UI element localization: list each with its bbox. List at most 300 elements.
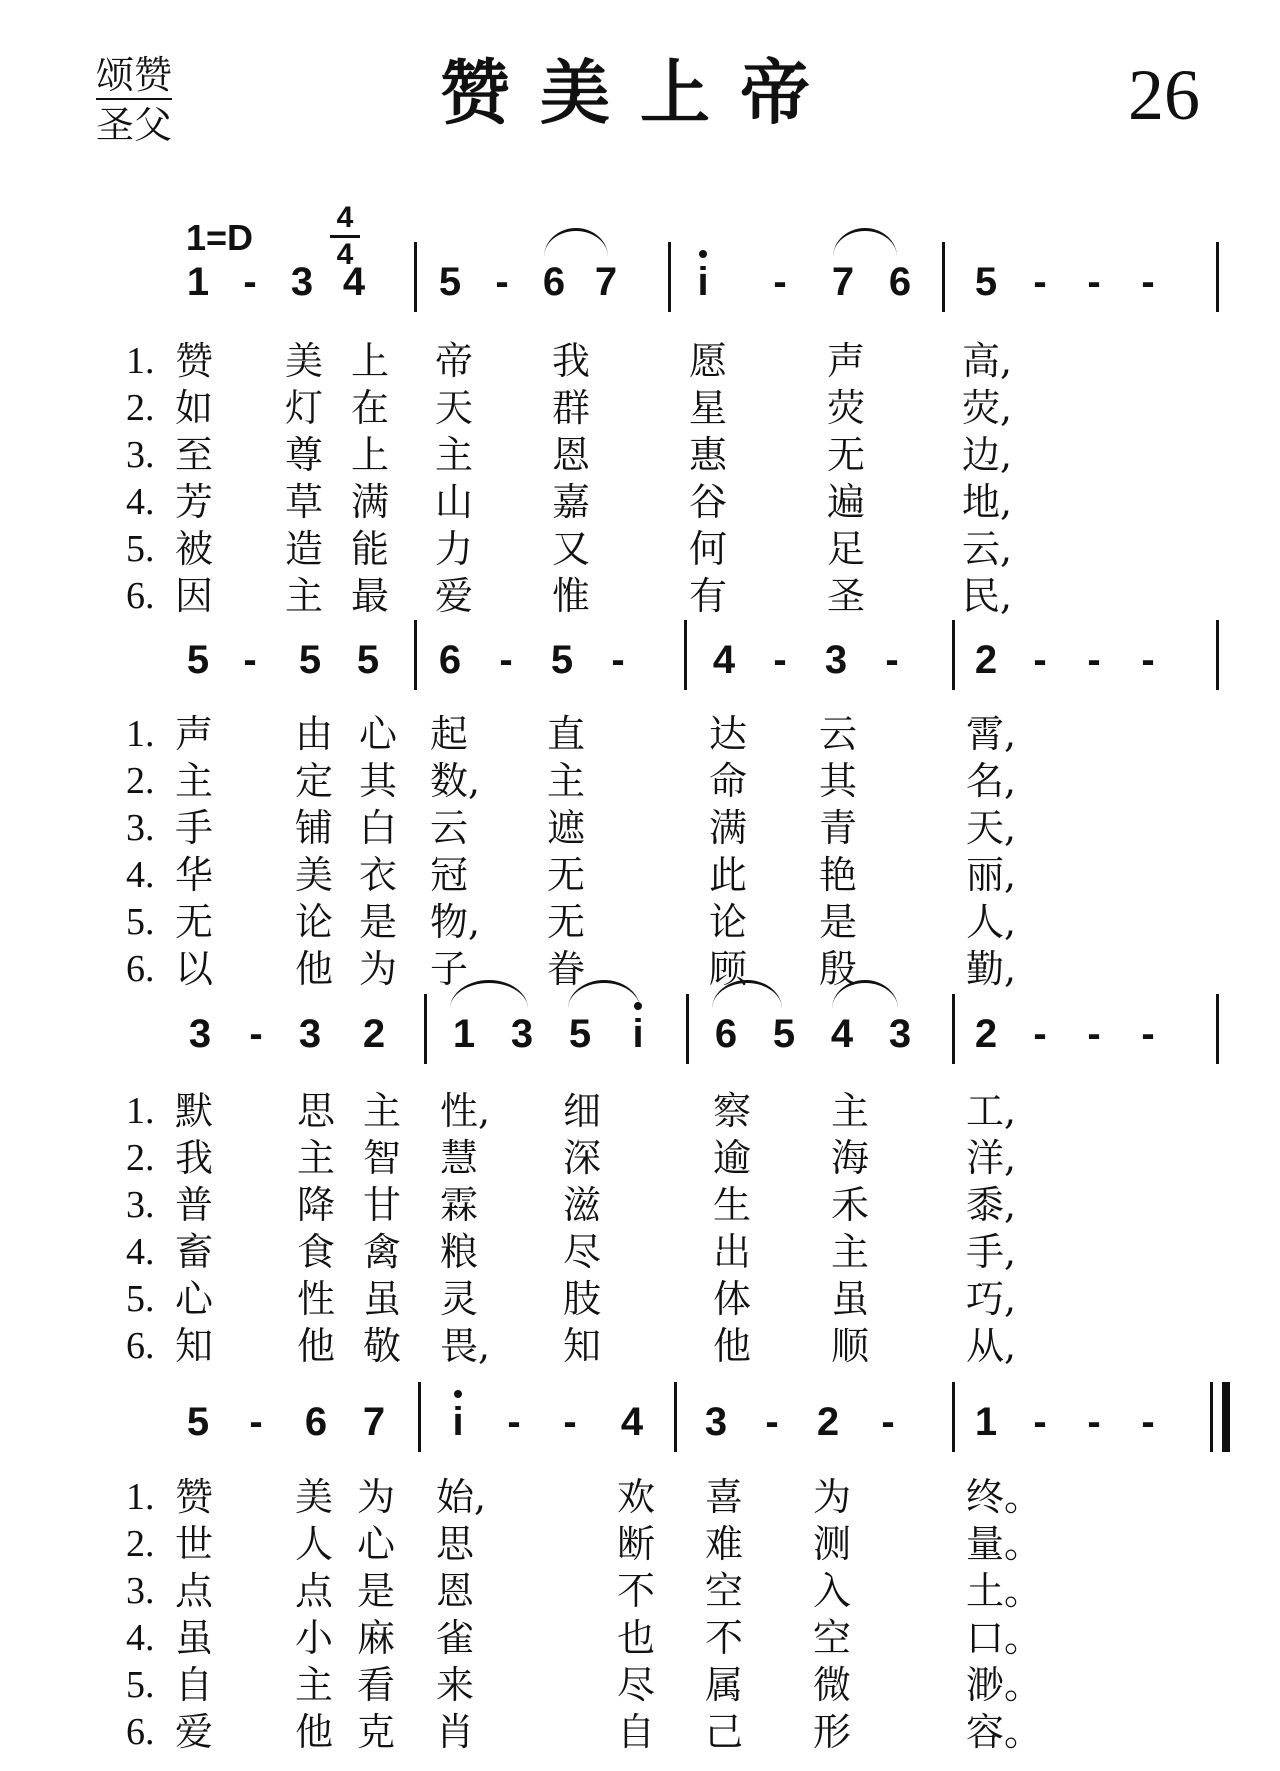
lyric-line [0,385,1280,432]
lyric-char: 主 [830,1230,869,1274]
lyric-char: 以 [174,947,213,991]
high-octave-dot [454,1390,462,1398]
lyric-char: 主 [296,1136,335,1180]
lyric-char: 虽 [830,1277,869,1321]
lyric-char: 是 [358,900,397,944]
note: - [1087,1012,1101,1056]
verse-number: 1. [126,713,155,755]
barline [674,1382,677,1452]
lyric-char: 细 [562,1089,601,1133]
verse-number: 3. [126,434,155,476]
verse-number: 5. [126,1278,155,1320]
note: 5 [772,1012,796,1056]
lyric-char: 畜 [174,1230,213,1274]
lyric-char: 在 [350,386,389,430]
lyric-char: 星 [688,386,727,430]
lyric-char: 为 [358,947,397,991]
lyric-char: 无 [546,900,585,944]
lyric-char: 他 [294,947,333,991]
lyric-char: 赞 [174,339,213,383]
note: 5 [186,1400,210,1444]
note: - [1033,638,1047,682]
lyric-char: 直 [546,712,585,756]
slur [833,228,897,257]
category-label: 颂赞 [96,52,172,100]
note: 5 [438,260,462,304]
note: i [697,260,709,304]
note: 2 [974,1012,998,1056]
lyric-char: 因 [174,574,213,618]
lyric-char: 嘉 [551,480,590,524]
note: 6 [714,1012,738,1056]
note: - [1141,260,1155,304]
lyric-char: 无 [826,433,865,477]
lyric-char: 看 [356,1663,395,1707]
note: 7 [594,260,618,304]
lyric-char: 草 [284,480,323,524]
lyric-char: 人, [966,900,1017,944]
lyric-char: 世 [174,1522,213,1566]
note: 1 [974,1400,998,1444]
lyric-char: 禽 [362,1230,401,1274]
lyric-char: 白 [358,806,397,850]
lyric-char: 主 [174,759,213,803]
lyric-char: 出 [712,1230,751,1274]
note: - [881,1400,895,1444]
lyric-char: 尽 [616,1663,655,1707]
note: 1 [452,1012,476,1056]
barline [952,994,955,1064]
lyric-char: 顺 [830,1324,869,1368]
lyric-char: 肖 [436,1710,475,1754]
lyric-char: 为 [356,1475,395,1519]
note: 5 [550,638,574,682]
lyric-char: 丽, [966,853,1017,897]
lyric-char: 思 [296,1089,335,1133]
lyric-char: 美 [294,1475,333,1519]
lyric-char: 终。 [966,1475,1043,1519]
verse-number: 4. [126,481,155,523]
note: - [1033,1012,1047,1056]
lyric-char: 主 [830,1089,869,1133]
slur [544,228,608,257]
lyric-line [0,1521,1280,1568]
note: 4 [830,1012,854,1056]
note: - [1141,1012,1155,1056]
lyric-char: 不 [616,1569,655,1613]
lyric-char: 如 [174,386,213,430]
lyric-char: 华 [174,853,213,897]
lyric-char: 虽 [362,1277,401,1321]
note: - [507,1400,521,1444]
lyric-char: 起 [430,712,469,756]
verse-number: 6. [126,575,155,617]
lyric-char: 又 [551,527,590,571]
lyric-char: 空 [812,1616,851,1660]
lyric-char: 帝 [434,339,473,383]
lyric-char: 麻 [356,1616,395,1660]
lyric-char: 虽 [174,1616,213,1660]
lyric-line [0,432,1280,479]
lyric-char: 云, [962,527,1013,571]
note: 5 [298,638,322,682]
lyric-char: 也 [616,1616,655,1660]
note: 6 [888,260,912,304]
lyric-char: 量。 [966,1522,1043,1566]
lyric-char: 性, [440,1089,491,1133]
lyric-char: 子 [430,947,469,991]
note: 4 [620,1400,644,1444]
staff-row-2 [0,628,1280,698]
lyric-char: 上 [350,433,389,477]
note: 6 [304,1400,328,1444]
lyric-char: 最 [350,574,389,618]
note: 1 [186,260,210,304]
lyric-char: 其 [818,759,857,803]
lyric-char: 满 [350,480,389,524]
lyric-char: 形 [812,1710,851,1754]
note: i [632,1012,644,1056]
barline [952,1382,955,1452]
verse-number: 1. [126,1090,155,1132]
lyric-line [0,1568,1280,1615]
lyric-char: 己 [704,1710,743,1754]
lyric-char: 土。 [966,1569,1043,1613]
note: - [1033,260,1047,304]
lyric-char: 尊 [284,433,323,477]
lyric-char: 敬 [362,1324,401,1368]
lyric-char: 始, [436,1475,487,1519]
lyric-char: 手 [174,806,213,850]
note: 3 [290,260,314,304]
lyric-char: 他 [296,1324,335,1368]
lyric-char: 谷 [688,480,727,524]
verse-number: 2. [126,760,155,802]
verse-number: 5. [126,1664,155,1706]
note: 3 [704,1400,728,1444]
lyric-char: 殷 [818,947,857,991]
lyric-char: 惟 [551,574,590,618]
verse-number: 5. [126,901,155,943]
lyric-char: 命 [708,759,747,803]
final-barline-thin [1210,1382,1213,1452]
lyric-line [0,1088,1280,1135]
lyric-char: 何 [688,527,727,571]
note: 3 [298,1012,322,1056]
verse-number: 1. [126,340,155,382]
verse-number: 4. [126,1231,155,1273]
note: 5 [356,638,380,682]
lyric-char: 喜 [704,1475,743,1519]
lyric-char: 眷 [546,947,585,991]
verse-number: 5. [126,528,155,570]
barline [418,1382,421,1452]
lyric-char: 性 [296,1277,335,1321]
lyric-char: 自 [616,1710,655,1754]
lyric-char: 铺 [294,806,333,850]
note: 4 [342,260,366,304]
note: 2 [974,638,998,682]
lyric-char: 口。 [966,1616,1043,1660]
lyric-char: 霖 [440,1183,479,1227]
lyric-char: 定 [294,759,333,803]
lyric-char: 圣 [826,574,865,618]
lyric-char: 禾 [830,1183,869,1227]
note: - [765,1400,779,1444]
note: - [1033,1400,1047,1444]
lyric-char: 海 [830,1136,869,1180]
note: - [249,1400,263,1444]
lyric-char: 思 [436,1522,475,1566]
barline [1216,620,1219,690]
lyric-char: 工, [966,1089,1017,1133]
lyric-char: 山 [434,480,473,524]
lyric-char: 衣 [358,853,397,897]
lyric-char: 人 [294,1522,333,1566]
lyric-char: 被 [174,527,213,571]
lyric-char: 满 [708,806,747,850]
note: 3 [888,1012,912,1056]
note: 4 [712,638,736,682]
lyric-char: 论 [294,900,333,944]
lyric-line [0,1709,1280,1756]
note: - [563,1400,577,1444]
lyric-char: 我 [551,339,590,383]
lyric-char: 边, [962,433,1013,477]
barline [424,994,427,1064]
lyric-line [0,1615,1280,1662]
final-barline-thick [1222,1382,1230,1452]
lyric-char: 肢 [562,1277,601,1321]
lyric-char: 主 [284,574,323,618]
note: i [452,1400,464,1444]
lyric-char: 其 [358,759,397,803]
note: - [243,638,257,682]
subcategory-label: 圣父 [96,103,173,147]
high-octave-dot [699,250,707,258]
lyric-char: 是 [356,1569,395,1613]
lyric-char: 渺。 [966,1663,1043,1707]
lyric-char: 知 [174,1324,213,1368]
verse-number: 2. [126,1523,155,1565]
time-signature-top: 4 [336,201,354,234]
lyric-char: 主 [362,1089,401,1133]
verse-number: 4. [126,1617,155,1659]
lyric-char: 从, [966,1324,1017,1368]
lyric-char: 为 [812,1475,851,1519]
lyric-char: 上 [350,339,389,383]
note: 3 [188,1012,212,1056]
lyric-char: 尽 [562,1230,601,1274]
lyric-line [0,1276,1280,1323]
lyric-char: 来 [436,1663,475,1707]
lyric-char: 遮 [546,806,585,850]
lyric-char: 粮 [440,1230,479,1274]
note: - [243,260,257,304]
barline [684,620,687,690]
lyric-char: 微 [812,1663,851,1707]
lyric-char: 遍 [826,480,865,524]
lyric-char: 不 [704,1616,743,1660]
lyric-char: 他 [294,1710,333,1754]
lyric-char: 此 [708,853,747,897]
hymn-number: 26 [1128,55,1200,135]
lyric-char: 逾 [712,1136,751,1180]
note: 6 [542,260,566,304]
staff-row-4 [0,1390,1280,1460]
verse-number: 1. [126,1476,155,1518]
lyric-char: 名, [966,759,1017,803]
lyric-char: 无 [174,900,213,944]
note: - [1141,1400,1155,1444]
lyric-char: 荧, [962,386,1013,430]
lyric-char: 点 [294,1569,333,1613]
note: - [885,638,899,682]
lyric-char: 至 [174,433,213,477]
verse-number: 4. [126,854,155,896]
lyric-char: 地, [962,480,1013,524]
lyric-char: 霄, [966,712,1017,756]
verse-number: 6. [126,1325,155,1367]
time-signature-bottom: 4 [336,238,354,271]
lyric-char: 空 [704,1569,743,1613]
lyric-line [0,852,1280,899]
lyric-char: 心 [356,1522,395,1566]
lyric-char: 足 [826,527,865,571]
lyric-char: 灯 [284,386,323,430]
lyric-char: 小 [294,1616,333,1660]
verse-number: 6. [126,948,155,990]
barline [414,620,417,690]
lyric-char: 克 [356,1710,395,1754]
lyric-char: 洋, [966,1136,1017,1180]
lyric-char: 力 [434,527,473,571]
lyric-line [0,805,1280,852]
barline [942,242,945,312]
lyric-char: 普 [174,1183,213,1227]
lyric-char: 主 [294,1663,333,1707]
lyric-char: 艳 [818,853,857,897]
verse-number: 6. [126,1711,155,1753]
note: - [499,638,513,682]
lyric-char: 天, [966,806,1017,850]
lyric-char: 荧 [826,386,865,430]
lyric-char: 有 [688,574,727,618]
lyric-char: 心 [358,712,397,756]
lyric-char: 愿 [688,339,727,383]
lyric-char: 达 [708,712,747,756]
verse-number: 3. [126,807,155,849]
note: - [1087,638,1101,682]
lyric-line [0,1182,1280,1229]
note: 5 [568,1012,592,1056]
note: - [1087,260,1101,304]
lyric-char: 是 [818,900,857,944]
lyric-char: 体 [712,1277,751,1321]
barline [952,620,955,690]
lyric-line [0,946,1280,993]
note: - [773,260,787,304]
note: - [1141,638,1155,682]
lyric-char: 降 [296,1183,335,1227]
barline [686,994,689,1064]
barline [1216,994,1219,1064]
lyric-char: 灵 [440,1277,479,1321]
lyric-char: 他 [712,1324,751,1368]
lyric-char: 由 [294,712,333,756]
verse-number: 2. [126,387,155,429]
note: - [249,1012,263,1056]
lyric-char: 高, [962,339,1013,383]
lyric-line [0,573,1280,620]
lyric-char: 生 [712,1183,751,1227]
lyric-char: 青 [818,806,857,850]
lyric-char: 入 [812,1569,851,1613]
note: 7 [831,260,855,304]
lyric-char: 知 [562,1324,601,1368]
lyric-char: 滋 [562,1183,601,1227]
note: - [1087,1400,1101,1444]
lyric-char: 芳 [174,480,213,524]
lyric-char: 甘 [362,1183,401,1227]
lyric-char: 爱 [174,1710,213,1754]
lyric-line [0,1323,1280,1370]
lyric-char: 无 [546,853,585,897]
lyric-char: 主 [546,759,585,803]
note: 2 [816,1400,840,1444]
lyric-char: 民, [962,574,1013,618]
lyric-line [0,1229,1280,1276]
lyric-char: 声 [826,339,865,383]
lyric-char: 数, [430,759,481,803]
lyric-char: 物, [430,900,481,944]
lyric-line [0,711,1280,758]
lyric-char: 容。 [966,1710,1043,1754]
lyric-char: 顾 [708,947,747,991]
note: 5 [974,260,998,304]
lyric-char: 食 [296,1230,335,1274]
lyric-char: 巧, [966,1277,1017,1321]
lyric-char: 美 [284,339,323,383]
barline [1216,242,1219,312]
lyric-char: 爱 [434,574,473,618]
barline [414,242,417,312]
lyric-char: 云 [430,806,469,850]
lyric-char: 美 [294,853,333,897]
lyric-char: 点 [174,1569,213,1613]
note: 3 [824,638,848,682]
lyric-char: 自 [174,1663,213,1707]
lyric-char: 恩 [436,1569,475,1613]
lyric-char: 慧 [440,1136,479,1180]
lyric-char: 察 [712,1089,751,1133]
key-signature: 1=D [186,217,254,258]
staff-row-3 [0,1002,1280,1072]
note: 6 [438,638,462,682]
lyric-char: 难 [704,1522,743,1566]
lyric-char: 智 [362,1136,401,1180]
lyric-char: 天 [434,386,473,430]
hymn-title: 赞美上帝 [440,52,840,134]
lyric-char: 深 [562,1136,601,1180]
lyric-char: 勤, [966,947,1017,991]
note: 2 [362,1012,386,1056]
lyric-line [0,479,1280,526]
note: - [773,638,787,682]
lyric-char: 属 [704,1663,743,1707]
lyric-char: 群 [551,386,590,430]
lyric-char: 造 [284,527,323,571]
